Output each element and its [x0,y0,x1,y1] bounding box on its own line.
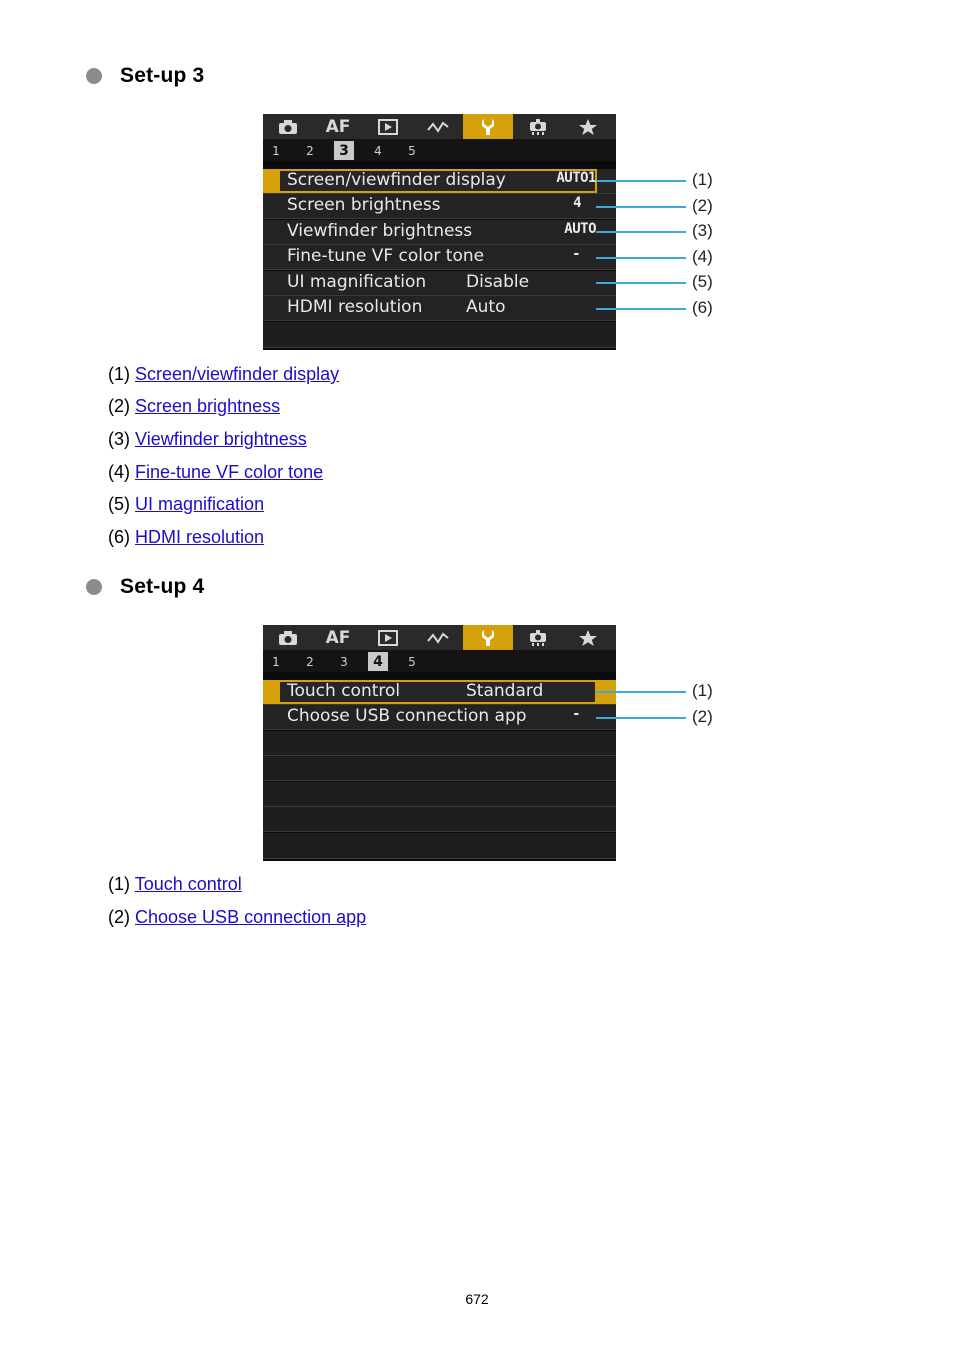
callout-line [596,717,686,719]
menu-row-label: UI magnification [287,272,427,292]
menu-row-choose-usb-connection-app[interactable] [263,705,616,730]
callout-line [596,180,686,182]
menu-row-empty [263,782,616,807]
list-item: (2) Choose USB connection app [108,907,367,927]
list-item: (1) Screen/viewfinder display [108,364,340,384]
callout-line [596,257,686,259]
menu-row-label: Fine-tune VF color tone [287,246,485,266]
tab-camera[interactable] [263,114,313,139]
menu-row-label: Screen/viewfinder display [287,170,506,190]
callout-number: (1) [692,170,713,189]
link-screen-brightness[interactable]: Screen brightness [135,396,281,416]
tab-custom[interactable] [513,625,563,650]
menu-row-value: - [572,706,580,722]
subtab-3[interactable]: 3 [340,654,348,669]
wave-icon [427,118,449,136]
tab-playback[interactable] [363,114,413,139]
subtab-1[interactable]: 1 [272,654,280,669]
section-title: Set-up 4 [120,575,205,598]
play-icon [377,629,399,647]
page-number: 672 [465,1291,489,1307]
wave-icon [427,629,449,647]
callout-number: (2) [692,707,713,726]
link-screen-viewfinder-display[interactable]: Screen/viewfinder display [135,364,340,384]
menu-row-value: 4 [573,195,581,211]
callout-line [596,308,686,310]
person-icon [527,118,549,136]
menu-row-touch-control[interactable] [263,680,616,705]
menu-row-empty [263,322,616,348]
tab-af[interactable] [313,114,363,139]
bullet-icon [86,68,102,84]
menu-row-ui-magnification[interactable] [263,271,616,296]
section-heading-setup4 [86,575,204,599]
menu-row-value: Standard [466,681,544,701]
person-icon [527,629,549,647]
menu-row-fine-tune-vf-color-tone[interactable] [263,245,616,270]
subtab-4[interactable]: 4 [368,652,388,671]
tab-af[interactable] [313,625,363,650]
link-touch-control[interactable]: Touch control [134,874,242,894]
callout-number: (6) [692,298,713,317]
callout-number: (5) [692,272,713,291]
callout-line [596,691,686,693]
bullet-icon [86,579,102,595]
menu-row-screen-brightness[interactable] [263,194,616,219]
play-icon [377,118,399,136]
callout-line [596,282,686,284]
link-ui-magnification[interactable]: UI magnification [135,494,265,514]
tab-setup[interactable] [463,625,513,650]
tab-custom[interactable] [513,114,563,139]
menu-subtabs [263,650,616,672]
subtab-5[interactable]: 5 [408,143,416,158]
menu-row-label: Viewfinder brightness [287,221,473,241]
link-viewfinder-brightness[interactable]: Viewfinder brightness [135,429,307,449]
menu-subtabs [263,139,616,161]
list-item: (2) Screen brightness [108,396,281,416]
tab-wireless[interactable] [413,114,463,139]
camera-menu-screen-setup4 [263,625,616,861]
menu-row-viewfinder-brightness[interactable] [263,220,616,245]
menu-row-label: Screen brightness [287,195,441,215]
menu-row-empty [263,756,616,781]
menu-row-value: Disable [466,272,530,292]
subtab-5[interactable]: 5 [408,654,416,669]
tab-wireless[interactable] [413,625,463,650]
callout-number: (2) [692,196,713,215]
list-item: (1) Touch control [108,874,242,894]
menu-row-screen-viewfinder-display[interactable] [263,169,616,194]
callout-line [596,206,686,208]
star-icon [577,629,599,647]
callout-number: (3) [692,221,713,240]
menu-row-value: AUTO [564,221,596,237]
callout-number: (4) [692,247,713,266]
section-title: Set-up 3 [120,64,205,87]
list-item: (6) HDMI resolution [108,527,265,547]
menu-row-label: Touch control [287,681,401,701]
section-heading-setup3 [86,64,204,88]
menu-row-value: AUTO1 [556,170,596,186]
menu-row-empty [263,807,616,832]
menu-row-hdmi-resolution[interactable] [263,296,616,321]
link-choose-usb-connection-app[interactable]: Choose USB connection app [135,907,367,927]
af-label: AF [325,627,351,648]
menu-row-label: HDMI resolution [287,297,423,317]
subtab-2[interactable]: 2 [306,143,314,158]
subtab-1[interactable]: 1 [272,143,280,158]
subtab-2[interactable]: 2 [306,654,314,669]
callout-number: (1) [692,681,713,700]
menu-row-value: Auto [466,297,506,317]
tab-playback[interactable] [363,625,413,650]
list-item: (3) Viewfinder brightness [108,429,307,449]
tab-camera[interactable] [263,625,313,650]
menu-row-label: Choose USB connection app [287,706,527,726]
menu-row-value: - [572,246,580,262]
subtab-4[interactable]: 4 [374,143,382,158]
camera-icon [277,629,299,647]
link-fine-tune-vf-color-tone[interactable]: Fine-tune VF color tone [135,462,324,482]
tab-my-menu[interactable] [563,114,613,139]
wrench-icon [477,629,499,647]
list-item: (5) UI magnification [108,494,265,514]
list-item: (4) Fine-tune VF color tone [108,462,324,482]
tab-setup[interactable] [463,114,513,139]
subtab-3[interactable]: 3 [334,141,354,160]
tab-my-menu[interactable] [563,625,613,650]
callout-line [596,231,686,233]
wrench-icon [477,118,499,136]
menu-tabs [263,625,616,650]
menu-row-empty [263,833,616,859]
camera-icon [277,118,299,136]
menu-row-empty [263,731,616,756]
menu-tabs [263,114,616,139]
af-label: AF [325,116,351,137]
link-hdmi-resolution[interactable]: HDMI resolution [135,527,265,547]
camera-menu-screen-setup3 [263,114,616,350]
star-icon [577,118,599,136]
